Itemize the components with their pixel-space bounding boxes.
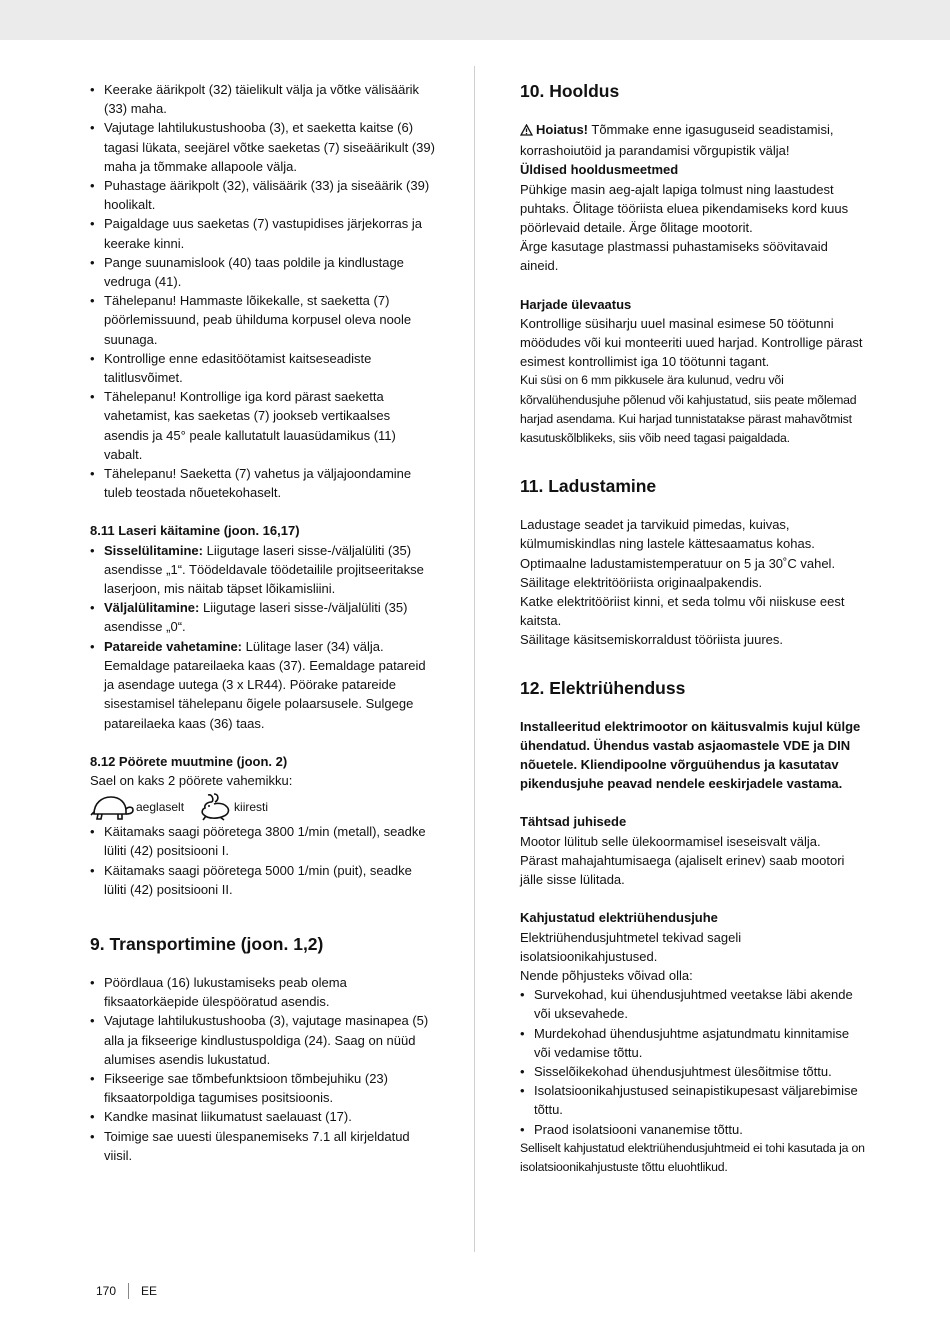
page-number: 170 xyxy=(96,1284,117,1298)
laser-on-text: Liigutage laseri sisse-/väljalüliti (35) asendisse „1“. Töödeldavale töödetailile projitseeritakse laserjoon, mis näitab täpset lõikamisliini. xyxy=(104,542,424,597)
brush-check-text: Kui süsi on 6 mm pikkusele ära kulunud, vedru või kõrvalühendusjuhe põlenud või kahjustatud, siis peate mõlemad harjad asendama. Kui harjad tunnistatakse pärast mahavõtmist kasutuskõlblikeks, siis võib need tagasi paigaldada. xyxy=(520,373,857,446)
damaged-cable-text: Nende põhjusteks võivad olla: xyxy=(520,967,693,983)
blade-change-steps xyxy=(90,80,435,502)
maintenance-heading: 10. Hooldus xyxy=(520,81,620,101)
speed-symbols xyxy=(90,792,435,822)
battery-change-label: Patareide vahetamine: xyxy=(104,638,243,654)
important-notes-text: Pärast mahajahtumisaega (ajaliselt erinev) saab mootori jälle sisse lülitada. xyxy=(520,852,845,888)
damaged-cable-heading: Kahjustatud elektriühendusjuhe xyxy=(520,910,718,926)
list-item: • Sisselõikekohad ühendusjuhtmest ülesõitmise tõttu. xyxy=(520,1062,865,1081)
battery-change-text: Lülitage laser (34) välja. Eemaldage patareilaeka kaas (37). Eemaldage patareid ja asendage uutega (3 x LR44). Pöörake patareide sisestamisel tähelepanu õigele polaarsusele. Sulgege patareilaeka kaas (36) taas. xyxy=(104,638,426,731)
list-item: • Käitamaks saagi pööretega 5000 1/min (puit), seadke lüliti (42) positsiooni II. xyxy=(90,861,435,899)
fast-label: kiiresti xyxy=(234,799,269,814)
transport-heading: 9. Transportimine (joon. 1,2) xyxy=(90,933,324,954)
list-item: • Survekohad, kui ühendusjuhtmed veetakse läbi akende või uksevahede. xyxy=(520,985,865,1023)
rabbit-icon xyxy=(198,792,232,822)
warning-label: Hoiatus! xyxy=(536,122,588,137)
storage-text: Ladustage seadet ja tarvikuid pimedas, kuivas, külmumiskindlas ning lastele kättesaamatus kohas. Optimaalne ladustamistemperatuur on 5 ja 30˚C vahel. xyxy=(520,517,836,571)
list-item: • Käitamaks saagi pööretega 3800 1/min (metall), seadke lüliti (42) positsiooni I. xyxy=(90,822,435,860)
turtle-icon xyxy=(90,793,134,821)
damage-causes-list xyxy=(520,985,865,1139)
electric-bold-text: Installeeritud elektrimootor on käitusvalmis kujul külge ühendatud. Ühendus vastab asjaomastele VDE ja DIN nõuetele. Kliendipoolne võrguühendus ja kasutatav pikendusjuhe peavad nendele eeskirjadele vastama. xyxy=(520,718,861,792)
list-item: • Toimige sae uuesti ülespanemiseks 7.1 all kirjeldatud viisil. xyxy=(90,1127,435,1165)
storage-text: Katke elektritööriist kinni, et seda tolmu või niiskuse eest kaitsta. xyxy=(520,594,845,629)
important-notes-text: Mootor lülitub selle ülekoormamisel iseseisvalt välja. xyxy=(520,833,821,849)
list-item xyxy=(90,541,435,599)
brush-check-heading: Harjade ülevaatus xyxy=(520,296,632,312)
brush-check-text: Kontrollige süsiharju uuel masinal esimese 50 töötunni möödudes või kui monteeriti uued harjad. Kontrollige pärast esimest kontrollimist iga 10 töötunni tagant. xyxy=(520,315,863,370)
list-item: • Isolatsioonikahjustused seinapistikupesast väljarebimise tõttu. xyxy=(520,1081,865,1119)
list-item: • Kandke masinat liikumatust saelauast (17). xyxy=(90,1107,435,1126)
laser-on-label: Sisselülitamine: xyxy=(104,542,203,558)
column-divider xyxy=(474,66,475,1252)
list-item: • Paigaldage uus saeketas (7) vastupidises järjekorras ja keerake kinni. xyxy=(90,214,435,252)
speed-steps xyxy=(90,822,435,899)
laser-steps xyxy=(90,541,435,733)
right-column xyxy=(520,80,865,1177)
important-notes-heading: Tähtsad juhisede xyxy=(520,814,627,830)
general-maintenance-text: Pühkige masin aeg-ajalt lapiga tolmust ning laastudest puhtaks. Õlitage tööriista eluea pikendamiseks kord kuus pöörlevaid detaile. Ärge õlitage mootorit. xyxy=(520,181,849,236)
damaged-cable-warning: Selliselt kahjustatud elektriühendusjuhtmeid ei tohi kasutada ja on isolatsioonikahjustuste tõttu eluohtlikud. xyxy=(520,1140,865,1174)
list-item: • Puhastage äärikpolt (32), välisäärik (33) ja siseäärik (39) hoolikalt. xyxy=(90,176,435,214)
list-item: • Vajutage lahtilukustushooba (3), et saeketta kaitse (6) tagasi lükata, seejärel võtke saeketas (7) siseäärikult (39) maha ja tõmmake allapoole välja. xyxy=(90,118,435,176)
list-item: • Fikseerige sae tõmbefunktsioon tõmbejuhiku (23) fiksaatorpoldiga tagumises positsioonis. xyxy=(90,1069,435,1107)
slow-label: aeglaselt xyxy=(136,799,185,814)
list-item: • Kontrollige enne edasitöötamist kaitseseadiste talitlusvõimet. xyxy=(90,349,435,387)
laser-off-label: Väljalülitamine: xyxy=(104,600,200,616)
transport-steps xyxy=(90,973,435,1165)
list-item: • Tähelepanu! Hammaste lõikekalle, st saeketta (7) pöörlemissuund, peab ühilduma korpusel oleva noole suunaga. xyxy=(90,291,435,349)
page-footer xyxy=(96,1283,157,1299)
storage-text: Säilitage elektritööriista originaalpakendis. xyxy=(520,574,763,590)
laser-off-text: Liigutage laseri sisse-/väljalüliti (35) asendisse „0“. xyxy=(104,600,408,635)
list-item: • Murdekohad ühendusjuhtme asjatundmatu kinnitamise või vedamise tõttu. xyxy=(520,1024,865,1062)
warning-paragraph xyxy=(520,120,865,160)
list-item: • Pange suunamislook (40) taas poldile ja kindlustage vedruga (41). xyxy=(90,253,435,291)
warning-triangle-icon xyxy=(520,122,533,141)
storage-text: Säilitage käsitsemiskorraldust tööriista juures. xyxy=(520,632,783,648)
list-item: • Praod isolatsiooni vananemise tõttu. xyxy=(520,1120,865,1139)
electric-heading: 12. Elektriühenduss xyxy=(520,677,686,698)
storage-heading: 11. Ladustamine xyxy=(520,476,657,497)
general-maintenance-heading: Üldised hooldusmeetmed xyxy=(520,162,679,178)
left-column xyxy=(90,80,435,1165)
speed-heading: 8.12 Pöörete muutmine (joon. 2) xyxy=(90,753,288,769)
list-item: • Tähelepanu! Saeketta (7) vahetus ja väljajoondamine tuleb teostada nõuetekohaselt. xyxy=(90,464,435,502)
top-header-bar xyxy=(0,0,950,40)
list-item: • Keerake äärikpolt (32) täielikult välja ja võtke välisäärik (33) maha. xyxy=(90,80,435,118)
list-item xyxy=(90,598,435,636)
list-item: • Tähelepanu! Kontrollige iga kord pärast saeketta vahetamist, kas saeketas (7) jookseb vertikaalses asendis ja 45° peale kallutatult lauasüdamikus (11) vabalt. xyxy=(90,387,435,464)
laser-heading: 8.11 Laseri käitamine (joon. 16,17) xyxy=(90,523,300,539)
warning-text: Tõmmake enne igasuguseid seadistamisi, korrashoiutöid ja parandamisi võrgupistik välja! xyxy=(520,122,834,159)
footer-divider xyxy=(128,1283,129,1299)
language-code: EE xyxy=(141,1284,158,1298)
list-item: • Vajutage lahtilukustushooba (3), vajutage masinapea (5) alla ja fikseerige kindlustuspoldiga (24). Saag on nüüd alumises asendis lukustatud. xyxy=(90,1011,435,1069)
damaged-cable-text: Elektriühendusjuhtmetel tekivad sageli isolatsioonikahjustused. xyxy=(520,929,742,964)
general-maintenance-text: Ärge kasutage plastmassi puhastamiseks söövitavaid aineid. xyxy=(520,239,828,274)
list-item xyxy=(90,637,435,733)
list-item: • Pöördlaua (16) lukustamiseks peab olema fiksaatorkäepide ülespööratud asendis. xyxy=(90,973,435,1011)
speed-intro: Sael on kaks 2 pöörete vahemikku: xyxy=(90,772,293,788)
